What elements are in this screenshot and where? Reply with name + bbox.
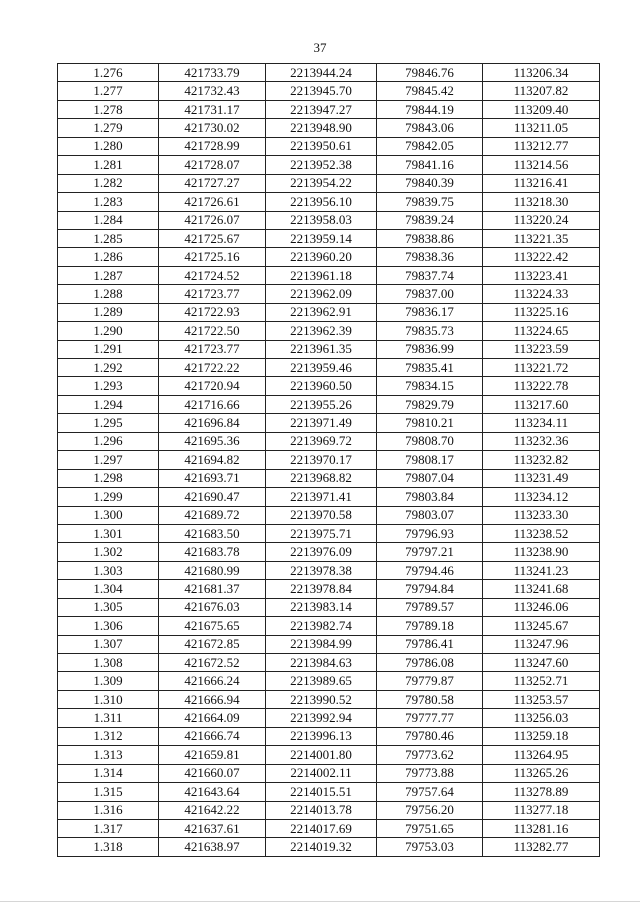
coord-x1-cell: 421666.74	[159, 727, 266, 745]
coord-y2-cell: 113217.60	[483, 395, 600, 413]
coord-y2-cell: 113264.95	[483, 746, 600, 764]
coord-x1-cell: 421666.94	[159, 690, 266, 708]
point-number-cell: 1.298	[58, 469, 159, 487]
coord-y1-cell: 2213959.46	[266, 359, 377, 377]
coord-y2-cell: 113222.78	[483, 377, 600, 395]
coord-x1-cell: 421731.17	[159, 100, 266, 118]
coord-x2-cell: 79838.36	[377, 248, 483, 266]
point-number-cell: 1.282	[58, 174, 159, 192]
coord-y1-cell: 2213962.91	[266, 303, 377, 321]
coord-x2-cell: 79773.88	[377, 764, 483, 782]
table-row	[58, 156, 600, 174]
coord-y1-cell: 2213990.52	[266, 690, 377, 708]
coord-y1-cell: 2214002.11	[266, 764, 377, 782]
coord-x2-cell: 79756.20	[377, 801, 483, 819]
coord-y2-cell: 113278.89	[483, 783, 600, 801]
point-number-cell: 1.309	[58, 672, 159, 690]
point-number-cell: 1.289	[58, 303, 159, 321]
coord-y1-cell: 2213969.72	[266, 432, 377, 450]
coord-y2-cell: 113247.60	[483, 654, 600, 672]
coord-y2-cell: 113221.35	[483, 229, 600, 247]
coord-y2-cell: 113212.77	[483, 137, 600, 155]
table-row	[58, 395, 600, 413]
coord-y2-cell: 113232.36	[483, 432, 600, 450]
point-number-cell: 1.293	[58, 377, 159, 395]
point-number-cell: 1.300	[58, 506, 159, 524]
table-row	[58, 303, 600, 321]
point-number-cell: 1.277	[58, 82, 159, 100]
coord-y2-cell: 113211.05	[483, 119, 600, 137]
coord-x1-cell: 421728.07	[159, 156, 266, 174]
coord-y1-cell: 2213959.14	[266, 229, 377, 247]
table-row	[58, 137, 600, 155]
coord-y1-cell: 2213960.50	[266, 377, 377, 395]
coord-y1-cell: 2213944.24	[266, 64, 377, 82]
point-number-cell: 1.312	[58, 727, 159, 745]
coord-x2-cell: 79807.04	[377, 469, 483, 487]
coord-x2-cell: 79808.70	[377, 432, 483, 450]
point-number-cell: 1.276	[58, 64, 159, 82]
table-row	[58, 524, 600, 542]
coord-x2-cell: 79794.46	[377, 561, 483, 579]
coord-x2-cell: 79789.18	[377, 617, 483, 635]
point-number-cell: 1.301	[58, 524, 159, 542]
coord-y1-cell: 2213975.71	[266, 524, 377, 542]
coord-x1-cell: 421730.02	[159, 119, 266, 137]
coord-y2-cell: 113224.65	[483, 322, 600, 340]
point-number-cell: 1.290	[58, 322, 159, 340]
point-number-cell: 1.310	[58, 690, 159, 708]
coord-y1-cell: 2213945.70	[266, 82, 377, 100]
coord-y2-cell: 113222.42	[483, 248, 600, 266]
point-number-cell: 1.299	[58, 488, 159, 506]
coord-x2-cell: 79753.03	[377, 838, 483, 856]
coord-y1-cell: 2213950.61	[266, 137, 377, 155]
point-number-cell: 1.311	[58, 709, 159, 727]
coord-x1-cell: 421695.36	[159, 432, 266, 450]
coord-x2-cell: 79829.79	[377, 395, 483, 413]
coord-y1-cell: 2213996.13	[266, 727, 377, 745]
coord-x2-cell: 79803.84	[377, 488, 483, 506]
coord-y2-cell: 113281.16	[483, 819, 600, 837]
table-row	[58, 82, 600, 100]
coord-y1-cell: 2213958.03	[266, 211, 377, 229]
point-number-cell: 1.292	[58, 359, 159, 377]
coord-x1-cell: 421689.72	[159, 506, 266, 524]
coord-y2-cell: 113234.12	[483, 488, 600, 506]
coord-x1-cell: 421725.67	[159, 229, 266, 247]
point-number-cell: 1.281	[58, 156, 159, 174]
coord-y1-cell: 2213984.63	[266, 654, 377, 672]
table-row	[58, 543, 600, 561]
coord-x2-cell: 79846.76	[377, 64, 483, 82]
coordinates-table-body	[58, 64, 600, 857]
table-row	[58, 598, 600, 616]
coord-x2-cell: 79844.19	[377, 100, 483, 118]
point-number-cell: 1.294	[58, 395, 159, 413]
point-number-cell: 1.302	[58, 543, 159, 561]
coord-y2-cell: 113234.11	[483, 414, 600, 432]
coord-x1-cell: 421664.09	[159, 709, 266, 727]
coord-y2-cell: 113238.90	[483, 543, 600, 561]
coord-x2-cell: 79757.64	[377, 783, 483, 801]
coord-x2-cell: 79843.06	[377, 119, 483, 137]
coord-y2-cell: 113232.82	[483, 451, 600, 469]
coord-x1-cell: 421723.77	[159, 340, 266, 358]
coord-y2-cell: 113256.03	[483, 709, 600, 727]
table-row	[58, 64, 600, 82]
coord-y2-cell: 113246.06	[483, 598, 600, 616]
coord-y2-cell: 113253.57	[483, 690, 600, 708]
coord-y1-cell: 2213983.14	[266, 598, 377, 616]
coord-y1-cell: 2213962.09	[266, 285, 377, 303]
point-number-cell: 1.315	[58, 783, 159, 801]
table-row	[58, 248, 600, 266]
coord-x1-cell: 421723.77	[159, 285, 266, 303]
coord-x1-cell: 421716.66	[159, 395, 266, 413]
coord-x1-cell: 421681.37	[159, 580, 266, 598]
coord-x2-cell: 79786.41	[377, 635, 483, 653]
coord-x2-cell: 79803.07	[377, 506, 483, 524]
table-row	[58, 654, 600, 672]
coord-x1-cell: 421726.07	[159, 211, 266, 229]
scan-edge-line	[0, 901, 640, 902]
table-row	[58, 266, 600, 284]
coord-x2-cell: 79845.42	[377, 82, 483, 100]
page-number: 37	[313, 40, 327, 55]
coord-y2-cell: 113216.41	[483, 174, 600, 192]
coord-x1-cell: 421694.82	[159, 451, 266, 469]
coord-y2-cell: 113220.24	[483, 211, 600, 229]
coord-x2-cell: 79840.39	[377, 174, 483, 192]
table-row	[58, 506, 600, 524]
coord-y2-cell: 113223.59	[483, 340, 600, 358]
coord-y2-cell: 113209.40	[483, 100, 600, 118]
coord-x2-cell: 79841.16	[377, 156, 483, 174]
coord-y1-cell: 2213989.65	[266, 672, 377, 690]
coord-y2-cell: 113233.30	[483, 506, 600, 524]
table-row	[58, 469, 600, 487]
table-row	[58, 322, 600, 340]
coord-x2-cell: 79842.05	[377, 137, 483, 155]
table-row	[58, 211, 600, 229]
coord-y2-cell: 113207.82	[483, 82, 600, 100]
point-number-cell: 1.305	[58, 598, 159, 616]
table-row	[58, 690, 600, 708]
coord-x2-cell: 79836.17	[377, 303, 483, 321]
point-number-cell: 1.286	[58, 248, 159, 266]
coord-y1-cell: 2213971.49	[266, 414, 377, 432]
coord-y2-cell: 113225.16	[483, 303, 600, 321]
coord-y1-cell: 2214015.51	[266, 783, 377, 801]
point-number-cell: 1.285	[58, 229, 159, 247]
coord-y2-cell: 113238.52	[483, 524, 600, 542]
coord-x2-cell: 79789.57	[377, 598, 483, 616]
coord-y2-cell: 113247.96	[483, 635, 600, 653]
coord-x2-cell: 79836.99	[377, 340, 483, 358]
coord-y1-cell: 2213956.10	[266, 193, 377, 211]
coord-x2-cell: 79794.84	[377, 580, 483, 598]
point-number-cell: 1.304	[58, 580, 159, 598]
table-row	[58, 229, 600, 247]
coord-y1-cell: 2214019.32	[266, 838, 377, 856]
coord-y1-cell: 2214017.69	[266, 819, 377, 837]
coord-x1-cell: 421637.61	[159, 819, 266, 837]
coord-x2-cell: 79779.87	[377, 672, 483, 690]
table-row	[58, 340, 600, 358]
table-row	[58, 451, 600, 469]
coord-y1-cell: 2213960.20	[266, 248, 377, 266]
coord-x1-cell: 421727.27	[159, 174, 266, 192]
coord-y1-cell: 2213984.99	[266, 635, 377, 653]
coord-x1-cell: 421660.07	[159, 764, 266, 782]
point-number-cell: 1.287	[58, 266, 159, 284]
coord-x2-cell: 79797.21	[377, 543, 483, 561]
point-number-cell: 1.316	[58, 801, 159, 819]
point-number-cell: 1.308	[58, 654, 159, 672]
coord-y1-cell: 2213978.84	[266, 580, 377, 598]
coord-x2-cell: 79838.86	[377, 229, 483, 247]
point-number-cell: 1.296	[58, 432, 159, 450]
point-number-cell: 1.317	[58, 819, 159, 837]
coord-y1-cell: 2213947.27	[266, 100, 377, 118]
table-row	[58, 580, 600, 598]
coord-x1-cell: 421725.16	[159, 248, 266, 266]
coord-y2-cell: 113206.34	[483, 64, 600, 82]
table-row	[58, 746, 600, 764]
table-row	[58, 561, 600, 579]
table-row	[58, 119, 600, 137]
coord-x1-cell: 421696.84	[159, 414, 266, 432]
coord-x1-cell: 421724.52	[159, 266, 266, 284]
point-number-cell: 1.291	[58, 340, 159, 358]
coord-x1-cell: 421659.81	[159, 746, 266, 764]
coord-x1-cell: 421732.43	[159, 82, 266, 100]
coord-y1-cell: 2213952.38	[266, 156, 377, 174]
coord-x2-cell: 79839.75	[377, 193, 483, 211]
coord-y1-cell: 2213971.41	[266, 488, 377, 506]
coord-y1-cell: 2214013.78	[266, 801, 377, 819]
coord-x2-cell: 79837.74	[377, 266, 483, 284]
table-row	[58, 617, 600, 635]
coord-x1-cell: 421643.64	[159, 783, 266, 801]
point-number-cell: 1.284	[58, 211, 159, 229]
table-row	[58, 838, 600, 856]
point-number-cell: 1.314	[58, 764, 159, 782]
coord-x1-cell: 421733.79	[159, 64, 266, 82]
point-number-cell: 1.279	[58, 119, 159, 137]
table-row	[58, 285, 600, 303]
table-row	[58, 672, 600, 690]
coord-y2-cell: 113221.72	[483, 359, 600, 377]
coordinates-table	[57, 63, 600, 857]
coord-x1-cell: 421672.52	[159, 654, 266, 672]
coord-y2-cell: 113241.23	[483, 561, 600, 579]
point-number-cell: 1.297	[58, 451, 159, 469]
coord-y2-cell: 113224.33	[483, 285, 600, 303]
coord-y1-cell: 2213992.94	[266, 709, 377, 727]
coord-x2-cell: 79780.46	[377, 727, 483, 745]
coord-y2-cell: 113259.18	[483, 727, 600, 745]
coord-x1-cell: 421722.50	[159, 322, 266, 340]
coord-x1-cell: 421720.94	[159, 377, 266, 395]
point-number-cell: 1.278	[58, 100, 159, 118]
coord-y2-cell: 113277.18	[483, 801, 600, 819]
coord-x1-cell: 421676.03	[159, 598, 266, 616]
coord-x1-cell: 421672.85	[159, 635, 266, 653]
coord-y1-cell: 2213970.17	[266, 451, 377, 469]
coord-x2-cell: 79835.41	[377, 359, 483, 377]
table-row	[58, 174, 600, 192]
coord-x1-cell: 421722.22	[159, 359, 266, 377]
point-number-cell: 1.318	[58, 838, 159, 856]
coord-y2-cell: 113282.77	[483, 838, 600, 856]
coord-x1-cell: 421726.61	[159, 193, 266, 211]
coord-y1-cell: 2213954.22	[266, 174, 377, 192]
table-row	[58, 635, 600, 653]
coord-y1-cell: 2213955.26	[266, 395, 377, 413]
coord-y1-cell: 2213982.74	[266, 617, 377, 635]
coord-y1-cell: 2213962.39	[266, 322, 377, 340]
coord-y1-cell: 2213968.82	[266, 469, 377, 487]
table-row	[58, 488, 600, 506]
table-row	[58, 193, 600, 211]
coord-x1-cell: 421675.65	[159, 617, 266, 635]
coord-y1-cell: 2213970.58	[266, 506, 377, 524]
coord-y2-cell: 113265.26	[483, 764, 600, 782]
coord-x2-cell: 79810.21	[377, 414, 483, 432]
table-row	[58, 432, 600, 450]
point-number-cell: 1.288	[58, 285, 159, 303]
coord-x1-cell: 421683.50	[159, 524, 266, 542]
coord-x1-cell: 421683.78	[159, 543, 266, 561]
coord-x2-cell: 79837.00	[377, 285, 483, 303]
coord-y1-cell: 2214001.80	[266, 746, 377, 764]
coord-x1-cell: 421666.24	[159, 672, 266, 690]
point-number-cell: 1.295	[58, 414, 159, 432]
coord-x2-cell: 79834.15	[377, 377, 483, 395]
point-number-cell: 1.307	[58, 635, 159, 653]
coord-x2-cell: 79786.08	[377, 654, 483, 672]
coord-x1-cell: 421690.47	[159, 488, 266, 506]
coord-x2-cell: 79808.17	[377, 451, 483, 469]
coord-x1-cell: 421680.99	[159, 561, 266, 579]
point-number-cell: 1.313	[58, 746, 159, 764]
coord-x2-cell: 79751.65	[377, 819, 483, 837]
coord-x2-cell: 79773.62	[377, 746, 483, 764]
point-number-cell: 1.306	[58, 617, 159, 635]
table-row	[58, 819, 600, 837]
point-number-cell: 1.280	[58, 137, 159, 155]
coord-y2-cell: 113223.41	[483, 266, 600, 284]
coord-y2-cell: 113252.71	[483, 672, 600, 690]
coord-x1-cell: 421638.97	[159, 838, 266, 856]
table-row	[58, 764, 600, 782]
table-row	[58, 709, 600, 727]
coord-x1-cell: 421693.71	[159, 469, 266, 487]
coord-y2-cell: 113241.68	[483, 580, 600, 598]
coord-y2-cell: 113231.49	[483, 469, 600, 487]
table-row	[58, 377, 600, 395]
coord-x2-cell: 79777.77	[377, 709, 483, 727]
coord-y1-cell: 2213948.90	[266, 119, 377, 137]
table-row	[58, 727, 600, 745]
coord-x1-cell: 421722.93	[159, 303, 266, 321]
coord-y1-cell: 2213978.38	[266, 561, 377, 579]
coord-y2-cell: 113214.56	[483, 156, 600, 174]
coord-x1-cell: 421642.22	[159, 801, 266, 819]
coord-x2-cell: 79796.93	[377, 524, 483, 542]
coord-y2-cell: 113218.30	[483, 193, 600, 211]
coord-x2-cell: 79780.58	[377, 690, 483, 708]
coord-x2-cell: 79835.73	[377, 322, 483, 340]
coord-y1-cell: 2213961.18	[266, 266, 377, 284]
coord-x2-cell: 79839.24	[377, 211, 483, 229]
table-row	[58, 359, 600, 377]
coord-y1-cell: 2213976.09	[266, 543, 377, 561]
coord-y1-cell: 2213961.35	[266, 340, 377, 358]
table-row	[58, 414, 600, 432]
coord-x1-cell: 421728.99	[159, 137, 266, 155]
coord-y2-cell: 113245.67	[483, 617, 600, 635]
table-row	[58, 100, 600, 118]
table-row	[58, 783, 600, 801]
point-number-cell: 1.283	[58, 193, 159, 211]
point-number-cell: 1.303	[58, 561, 159, 579]
table-row	[58, 801, 600, 819]
